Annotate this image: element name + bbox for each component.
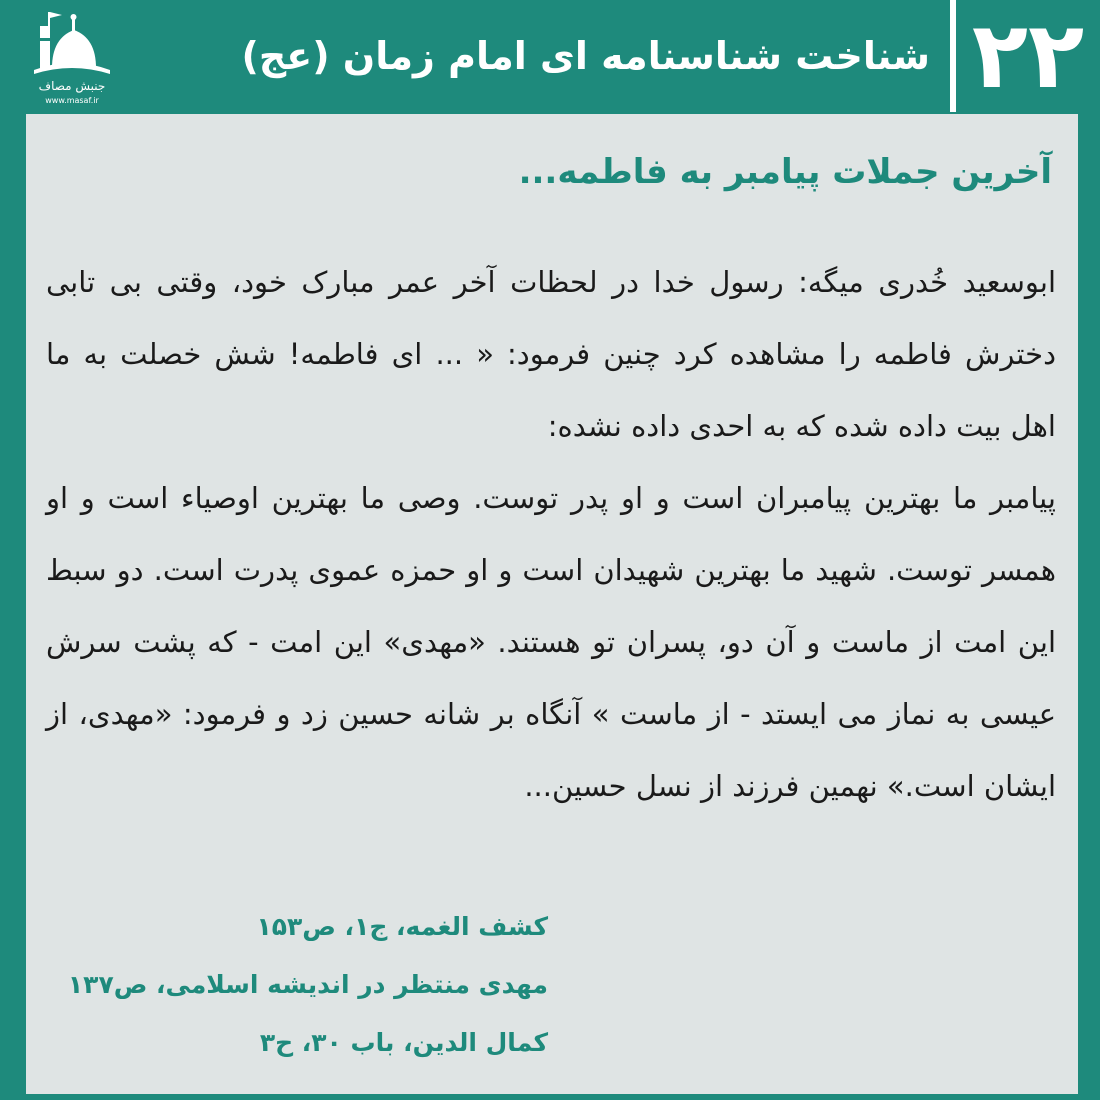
reference-item: کمال الدین، باب ۳۰، ح۳ <box>259 1028 548 1057</box>
logo-url: www.masaf.ir <box>45 96 99 105</box>
paragraph-1: ابوسعید خُدری میگه: رسول خدا در لحظات آخر عمر مبارک خود، وقتی بی تابی دخترش فاطمه را مشاهده کرد چنین فرمود: « ... ای فاطمه! شش خصلت به ما اهل بیت داده شده که به احدی داده نشده: <box>46 265 1056 443</box>
content-panel <box>26 114 1078 1094</box>
body-text <box>46 246 1056 822</box>
reference-item: کشف الغمه، ج۱، ص۱۵۳ <box>256 912 548 941</box>
episode-number: ۲۲ <box>971 2 1085 109</box>
page-title: شناخت شناسنامه ای امام زمان (عج) <box>241 34 930 78</box>
header-bar <box>0 0 1100 112</box>
logo-text: جنبش مصاف <box>38 79 106 93</box>
masaf-dome-icon <box>12 8 127 106</box>
references <box>48 898 548 1072</box>
paragraph-2: پیامبر ما بهترین پیامبران است و او پدر توست. وصی ما بهترین اوصیاء است و او همسر توست. شهید ما بهترین شهیدان است و او حمزه عموی پدرت است. دو سبط این امت از ماست و آن دو، پسران تو هستند. «مهدی» این امت - که پشت سرش عیسی به نماز می ایستد - از ماست » آنگاه بر شانه حسین زد و فرمود: «مهدی، از ایشان است.» نهمین فرزند از نسل حسین... <box>46 481 1056 803</box>
reference-item: مهدی منتظر در اندیشه اسلامی، ص۱۳۷ <box>67 970 548 999</box>
logo-graphic <box>12 8 127 106</box>
section-title: آخرین جملات پیامبر به فاطمه... <box>518 152 1052 192</box>
